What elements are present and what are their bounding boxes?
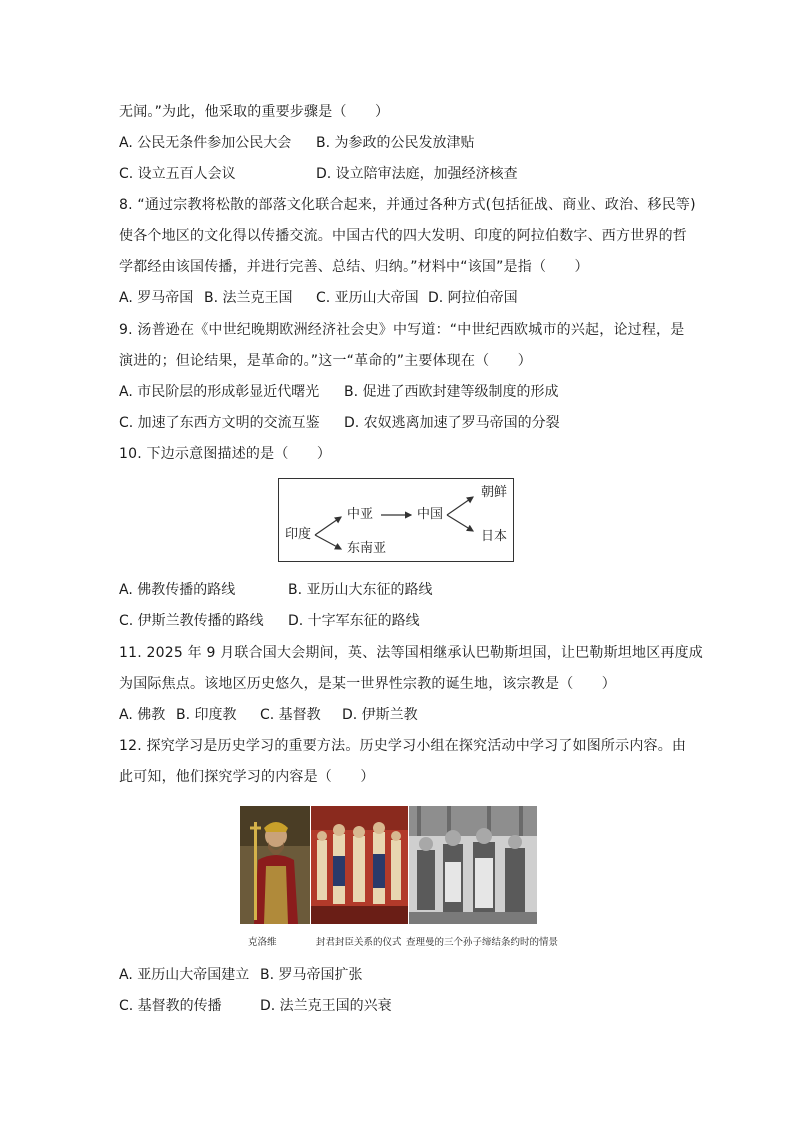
clovis-portrait-image bbox=[240, 806, 310, 924]
q7-option-c[interactable]: C. 设立五百人会议 bbox=[119, 166, 236, 182]
node-china: 中国 bbox=[417, 507, 444, 522]
q10-option-a[interactable]: A. 佛教传播的路线 bbox=[119, 582, 236, 598]
node-india: 印度 bbox=[285, 527, 312, 542]
node-central-asia: 中亚 bbox=[347, 507, 374, 522]
caption-treaty: 查理曼的三个孙子缔结条约时的情景 bbox=[406, 937, 559, 948]
q9-option-b[interactable]: B. 促进了西欧封建等级制度的形成 bbox=[344, 384, 559, 400]
q8-option-a[interactable]: A. 罗马帝国 bbox=[119, 290, 194, 306]
q9-option-a[interactable]: A. 市民阶层的形成彰显近代曙光 bbox=[119, 384, 320, 400]
q8-stem-line1: 8. “通过宗教将松散的部落文化联合起来，并通过各种方式(包括征战、商业、政治、移民等) bbox=[119, 197, 696, 213]
q10-option-d[interactable]: D. 十字军东征的路线 bbox=[288, 613, 420, 629]
vassal-ceremony-image bbox=[311, 806, 408, 924]
treaty-verdun-image bbox=[409, 806, 537, 924]
q8-option-b[interactable]: B. 法兰克王国 bbox=[204, 290, 293, 306]
q8-stem-line3: 学都经由该国传播，并进行完善、总结、归纳。”材料中“该国”是指（ ） bbox=[119, 259, 589, 275]
q9-stem-line2: 演进的；但论结果，是革命的。”这一“革命的”主要体现在（ ） bbox=[119, 353, 532, 369]
q8-stem-line2: 使各个地区的文化得以传播交流。中国古代的四大发明、印度的阿拉伯数字、西方世界的哲 bbox=[119, 228, 687, 244]
q9-stem-line1: 9. 汤普逊在《中世纪晚期欧洲经济社会史》中写道：“中世纪西欧城市的兴起，论过程，是 bbox=[119, 322, 685, 338]
arrow-china-japan bbox=[447, 515, 473, 531]
q8-option-d[interactable]: D. 阿拉伯帝国 bbox=[428, 290, 518, 306]
arrow-china-korea bbox=[447, 497, 473, 515]
caption-vassal-ceremony: 封君封臣关系的仪式 bbox=[316, 937, 402, 948]
q12-option-d[interactable]: D. 法兰克王国的兴衰 bbox=[260, 998, 392, 1014]
q11-stem-line2: 为国际焦点。该地区历史悠久，是某一世界性宗教的诞生地，该宗教是（ ） bbox=[119, 676, 616, 692]
q10-option-c[interactable]: C. 伊斯兰教传播的路线 bbox=[119, 613, 264, 629]
node-japan: 日本 bbox=[481, 529, 508, 544]
arrow-india-southeast-asia bbox=[315, 535, 341, 549]
q11-option-b[interactable]: B. 印度教 bbox=[176, 707, 237, 723]
q11-option-c[interactable]: C. 基督教 bbox=[260, 707, 321, 723]
q11-stem-line1: 11. 2025 年 9 月联合国大会期间，英、法等国相继承认巴勒斯坦国，让巴勒斯坦地区再度成 bbox=[119, 645, 703, 661]
q7-option-b[interactable]: B. 为参政的公民发放津贴 bbox=[316, 135, 475, 151]
q7-stem-tail: 无闻。”为此，他采取的重要步骤是（ ） bbox=[119, 104, 390, 120]
q7-option-a[interactable]: A. 公民无条件参加公民大会 bbox=[119, 135, 292, 151]
arrow-india-central-asia bbox=[315, 517, 341, 535]
q7-option-d[interactable]: D. 设立陪审法庭，加强经济核查 bbox=[316, 166, 518, 182]
node-korea: 朝鲜 bbox=[481, 485, 508, 500]
q9-option-c[interactable]: C. 加速了东西方文明的交流互鉴 bbox=[119, 415, 320, 431]
q11-option-d[interactable]: D. 伊斯兰教 bbox=[342, 707, 418, 723]
node-southeast-asia: 东南亚 bbox=[347, 541, 387, 556]
q12-option-a[interactable]: A. 亚历山大帝国建立 bbox=[119, 967, 250, 983]
q10-stem: 10. 下边示意图描述的是（ ） bbox=[119, 446, 332, 462]
q12-option-c[interactable]: C. 基督教的传播 bbox=[119, 998, 222, 1014]
q8-option-c[interactable]: C. 亚历山大帝国 bbox=[316, 290, 419, 306]
diagram-arrows bbox=[279, 479, 515, 563]
q10-option-b[interactable]: B. 亚历山大东征的路线 bbox=[288, 582, 433, 598]
caption-clovis: 克洛维 bbox=[248, 937, 277, 948]
q11-option-a[interactable]: A. 佛教 bbox=[119, 707, 166, 723]
q12-stem-line2: 此可知，他们探究学习的内容是（ ） bbox=[119, 769, 375, 785]
q12-stem-line1: 12. 探究学习是历史学习的重要方法。历史学习小组在探究活动中学习了如图所示内容。由 bbox=[119, 738, 687, 754]
spread-route-diagram bbox=[278, 478, 514, 562]
q9-option-d[interactable]: D. 农奴逃离加速了罗马帝国的分裂 bbox=[344, 415, 560, 431]
q12-option-b[interactable]: B. 罗马帝国扩张 bbox=[260, 967, 363, 983]
